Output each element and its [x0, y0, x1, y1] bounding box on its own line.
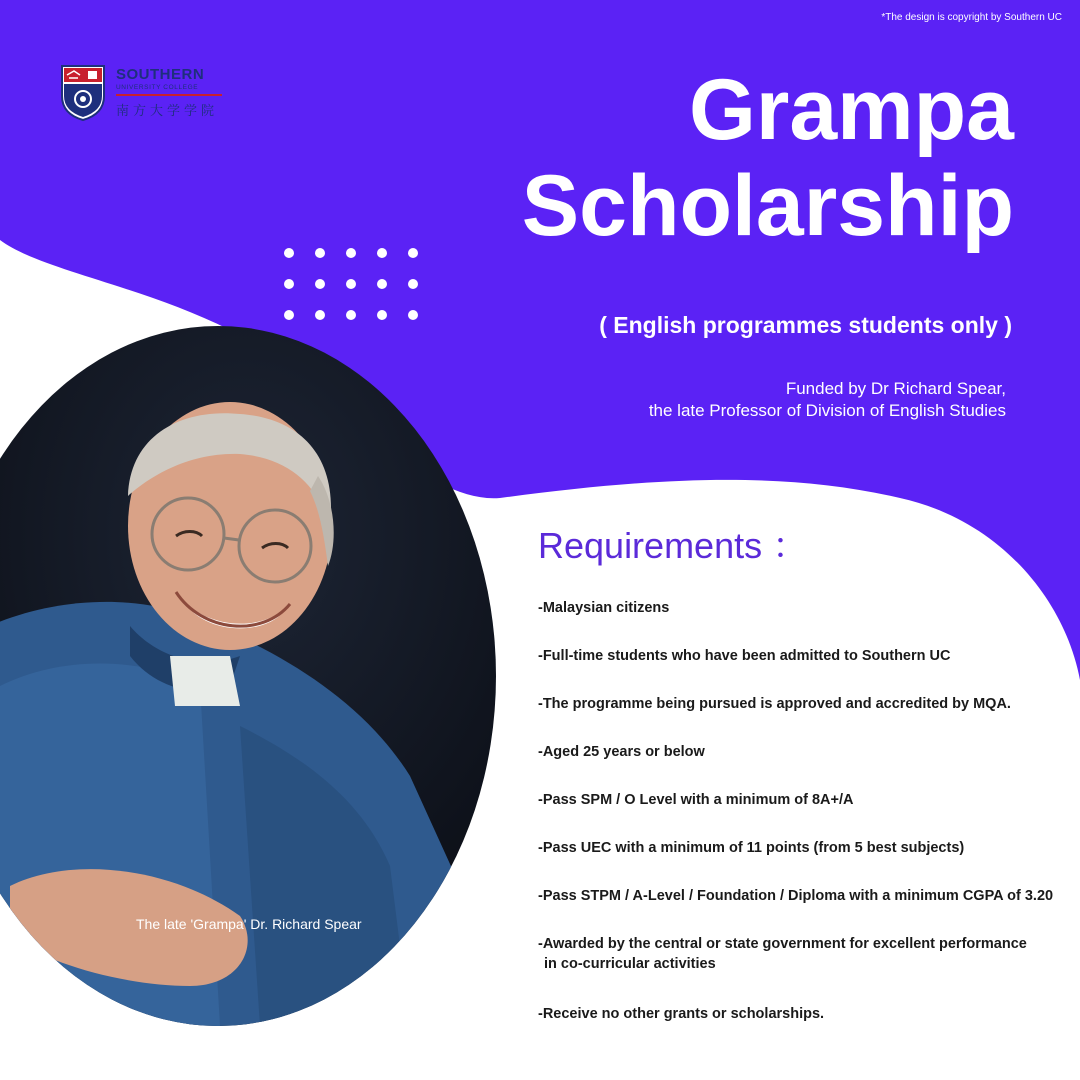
dot [346, 279, 356, 289]
list-item: -Pass STPM / A-Level / Foundation / Diploma with a minimum CGPA of 3.20 [538, 888, 1054, 904]
page-title [414, 62, 1014, 254]
list-item-line-1: -Awarded by the central or state government for excellent performance [538, 936, 1027, 952]
list-item: -Receive no other grants or scholarships. [538, 1006, 825, 1022]
list-item [538, 934, 1058, 1004]
dot [315, 248, 325, 258]
dot [284, 248, 294, 258]
university-crest-icon [60, 64, 106, 122]
copyright-notice: *The design is copyright by Southern UC [881, 12, 1062, 23]
logo-name: SOUTHERN [116, 66, 205, 83]
logo-subtitle: UNIVERSITY COLLEGE [116, 84, 199, 91]
list-item-line-2: in co-curricular activities [544, 956, 716, 972]
list-item: -Malaysian citizens [538, 600, 670, 616]
dot [284, 279, 294, 289]
dot [315, 279, 325, 289]
dot [346, 248, 356, 258]
requirements-list [538, 598, 1058, 1052]
list-item: -The programme being pursued is approved and accredited by MQA. [538, 696, 1011, 712]
funded-line-1: Funded by Dr Richard Spear, [785, 379, 1006, 398]
decorative-dot-grid [284, 248, 424, 320]
dot [346, 310, 356, 320]
logo-underline [116, 94, 222, 96]
list-item: -Pass SPM / O Level with a minimum of 8A+/A [538, 792, 854, 808]
logo-chinese-name: 南方大学学院 [116, 104, 219, 119]
dot [284, 310, 294, 320]
title-line-1: Grampa [688, 62, 1014, 158]
dot [377, 310, 387, 320]
list-item: -Aged 25 years or below [538, 744, 705, 760]
dot [377, 279, 387, 289]
dot [315, 310, 325, 320]
university-logo [60, 64, 230, 124]
photo-caption: The late 'Grampa' Dr. Richard Spear [136, 916, 362, 932]
requirements-heading: Requirements ： [538, 525, 809, 566]
list-item: -Pass UEC with a minimum of 11 points (from 5 best subjects) [538, 840, 965, 856]
dot [377, 248, 387, 258]
subtitle: ( English programmes students only ) [599, 312, 1012, 338]
title-line-2: Scholarship [521, 158, 1014, 254]
funded-by-text [446, 378, 1006, 422]
funded-line-2: the late Professor of Division of English Studies [648, 401, 1006, 420]
list-item: -Full-time students who have been admitted to Southern UC [538, 648, 951, 664]
dot [408, 279, 418, 289]
